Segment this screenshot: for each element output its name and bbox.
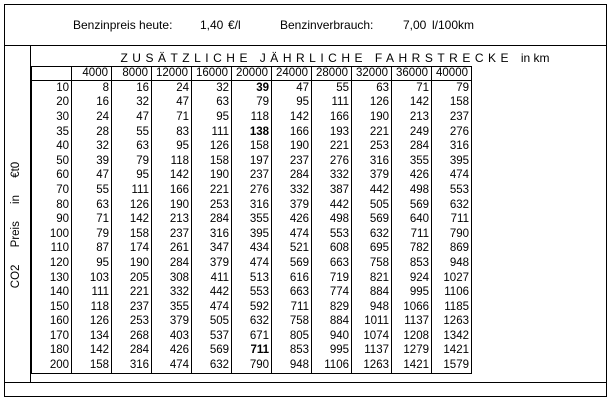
table-cell: 190 (352, 110, 392, 125)
table-cell: 276 (432, 125, 472, 140)
price-value: 1,40 (200, 18, 224, 32)
table-cell: 268 (112, 329, 152, 344)
table-cell: 166 (312, 110, 352, 125)
table-cell: 608 (312, 242, 352, 257)
table-cell: 79 (112, 154, 152, 169)
data-table (31, 66, 472, 374)
table-cell: 47 (112, 110, 152, 125)
table-cell: 138 (232, 125, 272, 140)
table-cell: 719 (312, 271, 352, 286)
table-cell: 71 (392, 81, 432, 96)
consumption-value: 7,00 (403, 18, 427, 32)
table-cell: 276 (312, 154, 352, 169)
table-cell: 95 (152, 139, 192, 154)
table-cell: 32 (112, 96, 152, 111)
row-price: 10 (32, 81, 72, 96)
column-header: 12000 (152, 67, 192, 81)
table-cell: 711 (392, 227, 432, 242)
row-price: 120 (32, 256, 72, 271)
table-cell: 884 (352, 285, 392, 300)
column-header: 20000 (232, 67, 272, 81)
table-cell: 237 (272, 154, 312, 169)
column-header: 8000 (112, 67, 152, 81)
table-cell: 142 (392, 96, 432, 111)
y-axis-label: CO2 Preis in €t0 (10, 161, 22, 289)
table-cell: 553 (312, 227, 352, 242)
table-row (32, 212, 472, 227)
table-cell: 1579 (432, 358, 472, 373)
table-cell: 63 (352, 81, 392, 96)
table-row (32, 256, 472, 271)
table-cell: 537 (192, 329, 232, 344)
table-cell: 1421 (432, 344, 472, 359)
table-cell: 95 (192, 110, 232, 125)
row-price: 140 (32, 285, 72, 300)
table-cell: 332 (272, 183, 312, 198)
table-cell: 158 (232, 139, 272, 154)
consumption-unit: l/100km (432, 18, 475, 32)
table-cell: 505 (352, 198, 392, 213)
table-cell: 237 (112, 300, 152, 315)
table-cell: 474 (192, 300, 232, 315)
table-cell: 395 (432, 154, 472, 169)
table-cell: 332 (312, 169, 352, 184)
table-cell: 47 (272, 81, 312, 96)
table-cell: 711 (272, 300, 312, 315)
row-price: 80 (32, 198, 72, 213)
table-cell: 1066 (392, 300, 432, 315)
table-cell: 111 (72, 285, 112, 300)
table-cell: 71 (72, 212, 112, 227)
table-title-text: ZUSÄTZLICHE JÄHRLICHE FAHRSTRECKE (120, 51, 514, 65)
table-cell: 316 (112, 358, 152, 373)
row-price: 180 (32, 344, 72, 359)
table-cell: 126 (72, 315, 112, 330)
row-price: 60 (32, 169, 72, 184)
table-cell: 884 (312, 315, 352, 330)
table-cell: 158 (432, 96, 472, 111)
table-cell: 308 (152, 271, 192, 286)
table-cell: 103 (72, 271, 112, 286)
table-cell: 553 (432, 183, 472, 198)
row-price: 160 (32, 315, 72, 330)
corner-cell (32, 67, 72, 81)
table-cell: 758 (272, 315, 312, 330)
column-header: 40000 (432, 67, 472, 81)
table-title (70, 51, 600, 65)
table-cell: 24 (72, 110, 112, 125)
table-cell: 1342 (432, 329, 472, 344)
table-cell: 237 (152, 227, 192, 242)
table-cell: 55 (112, 125, 152, 140)
table-cell: 158 (112, 227, 152, 242)
table-row (32, 139, 472, 154)
table-cell: 55 (312, 81, 352, 96)
table-cell: 821 (352, 271, 392, 286)
column-header: 4000 (72, 67, 112, 81)
column-header: 24000 (272, 67, 312, 81)
table-cell: 569 (272, 256, 312, 271)
table-cell: 55 (72, 183, 112, 198)
table-cell: 948 (272, 358, 312, 373)
row-price: 100 (32, 227, 72, 242)
table-cell: 995 (392, 285, 432, 300)
table-cell: 853 (392, 256, 432, 271)
table-cell: 379 (352, 169, 392, 184)
table-cell: 221 (192, 183, 232, 198)
table-cell: 829 (312, 300, 352, 315)
table-cell: 39 (232, 81, 272, 96)
table-cell: 111 (312, 96, 352, 111)
table-cell: 1421 (392, 358, 432, 373)
table-cell: 403 (152, 329, 192, 344)
table-row (32, 96, 472, 111)
table-cell: 142 (272, 110, 312, 125)
table-row (32, 329, 472, 344)
table-cell: 853 (272, 344, 312, 359)
table-cell: 355 (232, 212, 272, 227)
table-cell: 87 (72, 242, 112, 257)
table-cell: 379 (152, 315, 192, 330)
header-divider (4, 45, 607, 46)
table-cell: 253 (112, 315, 152, 330)
table-cell: 498 (312, 212, 352, 227)
table-cell: 95 (272, 96, 312, 111)
table-cell: 213 (392, 110, 432, 125)
table-cell: 190 (192, 169, 232, 184)
table-cell: 126 (192, 139, 232, 154)
table-cell: 442 (352, 183, 392, 198)
table-cell: 569 (352, 212, 392, 227)
table-cell: 126 (352, 96, 392, 111)
table-row (32, 169, 472, 184)
table-cell: 663 (272, 285, 312, 300)
table-cell: 16 (72, 96, 112, 111)
table-cell: 253 (352, 139, 392, 154)
table-cell: 774 (312, 285, 352, 300)
footer-divider (4, 382, 607, 383)
table-cell: 1263 (352, 358, 392, 373)
table-cell: 1137 (352, 344, 392, 359)
table-cell: 284 (392, 139, 432, 154)
table-cell: 695 (352, 242, 392, 257)
table-cell: 197 (232, 154, 272, 169)
table-row (32, 285, 472, 300)
table-cell: 237 (432, 110, 472, 125)
row-price: 200 (32, 358, 72, 373)
table-cell: 284 (152, 256, 192, 271)
table-cell: 569 (192, 344, 232, 359)
table-cell: 249 (392, 125, 432, 140)
table-cell: 142 (72, 344, 112, 359)
table-cell: 276 (232, 183, 272, 198)
table-cell: 142 (112, 212, 152, 227)
table-cell: 632 (352, 227, 392, 242)
table-row (32, 271, 472, 286)
table-cell: 95 (72, 256, 112, 271)
table-cell: 1279 (392, 344, 432, 359)
table-cell: 47 (152, 96, 192, 111)
table-cell: 261 (152, 242, 192, 257)
table-cell: 221 (352, 125, 392, 140)
table-cell: 632 (432, 198, 472, 213)
table-cell: 474 (432, 169, 472, 184)
table-row (32, 227, 472, 242)
table-cell: 16 (112, 81, 152, 96)
table-row (32, 198, 472, 213)
table-row (32, 154, 472, 169)
table-cell: 142 (152, 169, 192, 184)
table-cell: 79 (72, 227, 112, 242)
table-cell: 79 (432, 81, 472, 96)
table-cell: 316 (192, 227, 232, 242)
row-price: 40 (32, 139, 72, 154)
table-cell: 426 (152, 344, 192, 359)
row-price: 130 (32, 271, 72, 286)
table-cell: 316 (432, 139, 472, 154)
row-price: 170 (32, 329, 72, 344)
table-cell: 663 (312, 256, 352, 271)
table-cell: 426 (392, 169, 432, 184)
row-price: 150 (32, 300, 72, 315)
table-cell: 355 (392, 154, 432, 169)
table-cell: 671 (232, 329, 272, 344)
table-cell: 166 (272, 125, 312, 140)
table-cell: 948 (432, 256, 472, 271)
table-cell: 24 (152, 81, 192, 96)
table-cell: 39 (72, 154, 112, 169)
table-cell: 1027 (432, 271, 472, 286)
row-price: 35 (32, 125, 72, 140)
row-price: 90 (32, 212, 72, 227)
table-cell: 442 (312, 198, 352, 213)
price-unit: €/l (228, 18, 241, 32)
row-price: 30 (32, 110, 72, 125)
table-cell: 395 (232, 227, 272, 242)
table-cell: 1106 (312, 358, 352, 373)
table-cell: 940 (312, 329, 352, 344)
table-cell: 592 (232, 300, 272, 315)
table-cell: 221 (312, 139, 352, 154)
table-cell: 379 (192, 256, 232, 271)
table-row (32, 183, 472, 198)
column-header: 16000 (192, 67, 232, 81)
table-cell: 158 (72, 358, 112, 373)
table-cell: 995 (312, 344, 352, 359)
table-cell: 632 (192, 358, 232, 373)
table-cell: 111 (112, 183, 152, 198)
table-cell: 118 (232, 110, 272, 125)
table-cell: 332 (152, 285, 192, 300)
table-cell: 1185 (432, 300, 472, 315)
table-cell: 63 (192, 96, 232, 111)
row-price: 20 (32, 96, 72, 111)
table-cell: 95 (112, 169, 152, 184)
row-price: 110 (32, 242, 72, 257)
table-cell: 569 (392, 198, 432, 213)
table-cell: 782 (392, 242, 432, 257)
row-price: 70 (32, 183, 72, 198)
table-cell: 711 (232, 344, 272, 359)
table-cell: 632 (232, 315, 272, 330)
table-cell: 387 (312, 183, 352, 198)
table-cell: 118 (72, 300, 112, 315)
table-cell: 316 (232, 198, 272, 213)
table-cell: 869 (432, 242, 472, 257)
table-cell: 284 (272, 169, 312, 184)
table-cell: 253 (192, 198, 232, 213)
column-header: 32000 (352, 67, 392, 81)
table-cell: 442 (192, 285, 232, 300)
table-cell: 284 (192, 212, 232, 227)
table-cell: 174 (112, 242, 152, 257)
table-row (32, 344, 472, 359)
table-cell: 640 (392, 212, 432, 227)
table-cell: 118 (152, 154, 192, 169)
table-cell: 505 (192, 315, 232, 330)
table-cell: 166 (152, 183, 192, 198)
table-cell: 63 (72, 198, 112, 213)
table-cell: 521 (272, 242, 312, 257)
price-label: Benzinpreis heute: (73, 18, 173, 32)
table-cell: 1074 (352, 329, 392, 344)
table-cell: 758 (352, 256, 392, 271)
column-header: 28000 (312, 67, 352, 81)
table-row (32, 110, 472, 125)
table-cell: 790 (432, 227, 472, 242)
table-row (32, 300, 472, 315)
table-cell: 347 (192, 242, 232, 257)
table-cell: 805 (272, 329, 312, 344)
row-price: 50 (32, 154, 72, 169)
table-cell: 190 (152, 198, 192, 213)
table-cell: 379 (272, 198, 312, 213)
table-cell: 513 (232, 271, 272, 286)
table-cell: 63 (112, 139, 152, 154)
table-cell: 134 (72, 329, 112, 344)
column-header: 36000 (392, 67, 432, 81)
table-cell: 126 (112, 198, 152, 213)
table-cell: 711 (432, 212, 472, 227)
table-cell: 474 (232, 256, 272, 271)
table-cell: 79 (232, 96, 272, 111)
table-cell: 924 (392, 271, 432, 286)
table-cell: 316 (352, 154, 392, 169)
table-cell: 498 (392, 183, 432, 198)
table-cell: 8 (72, 81, 112, 96)
table-cell: 553 (232, 285, 272, 300)
table-cell: 221 (112, 285, 152, 300)
table-cell: 474 (272, 227, 312, 242)
table-cell: 190 (112, 256, 152, 271)
table-cell: 1011 (352, 315, 392, 330)
table-cell: 205 (112, 271, 152, 286)
consumption-label: Benzinverbrauch: (280, 18, 374, 32)
table-row (32, 81, 472, 96)
table-cell: 193 (312, 125, 352, 140)
table-cell: 32 (192, 81, 232, 96)
table-cell: 434 (232, 242, 272, 257)
table-cell: 1208 (392, 329, 432, 344)
table-cell: 32 (72, 139, 112, 154)
table-cell: 190 (272, 139, 312, 154)
table-row (32, 125, 472, 140)
table-cell: 28 (72, 125, 112, 140)
table-cell: 71 (152, 110, 192, 125)
table-cell: 284 (112, 344, 152, 359)
table-cell: 1263 (432, 315, 472, 330)
table-cell: 111 (192, 125, 232, 140)
table-cell: 158 (192, 154, 232, 169)
table-cell: 213 (152, 212, 192, 227)
table-row (32, 358, 472, 373)
table-cell: 426 (272, 212, 312, 227)
table-cell: 474 (152, 358, 192, 373)
table-cell: 47 (72, 169, 112, 184)
table-cell: 948 (352, 300, 392, 315)
table-title-unit: in km (520, 51, 550, 65)
table-cell: 790 (232, 358, 272, 373)
table-cell: 83 (152, 125, 192, 140)
table-cell: 411 (192, 271, 232, 286)
table-cell: 616 (272, 271, 312, 286)
table-cell: 1106 (432, 285, 472, 300)
table-cell: 1137 (392, 315, 432, 330)
table-cell: 355 (152, 300, 192, 315)
table-cell: 237 (232, 169, 272, 184)
table-row (32, 242, 472, 257)
column-header-row (32, 67, 472, 81)
table-row (32, 315, 472, 330)
